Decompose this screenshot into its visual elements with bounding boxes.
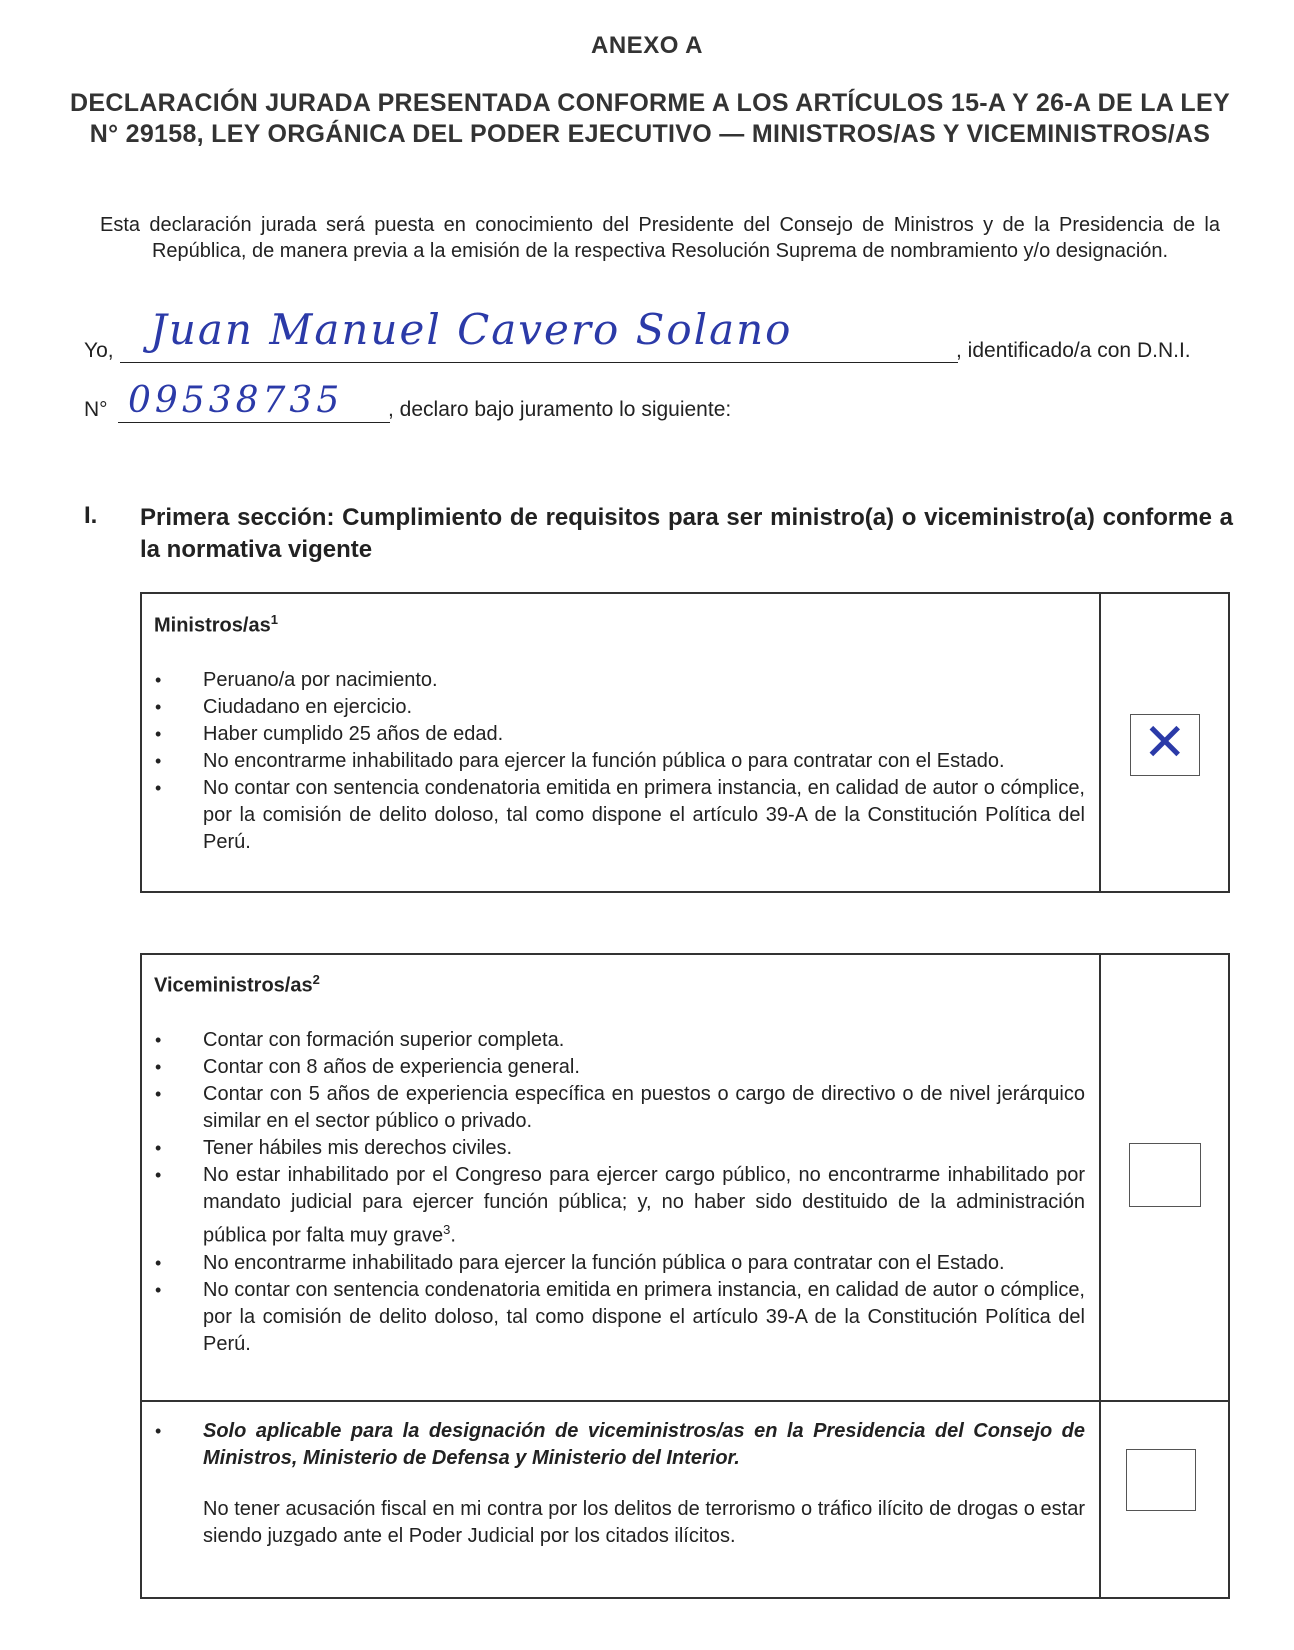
x-mark-icon: ✕ <box>1143 713 1187 773</box>
list-item <box>155 1418 1085 1550</box>
list-item: • Peruano/a por nacimiento. <box>155 667 1085 694</box>
viceministros-divider <box>1099 953 1101 1599</box>
special-text: No tener acusación fiscal en mi contra por los delitos de terrorismo o tráfico ilícito de drogas o estar siendo juzgado ante el Poder Judicial por los citados ilícitos. <box>203 1498 1085 1547</box>
special-requirement <box>155 1418 1085 1550</box>
list-item: • No contar con sentencia condenatoria emitida en primera instancia, en calidad de autor o cómplice, por la comisión de delito doloso, tal como dispone el artículo 39-A de la Constitución Política del Perú. <box>155 1277 1085 1358</box>
special-checkbox[interactable] <box>1126 1449 1196 1511</box>
footnote-1: 1 <box>270 612 278 627</box>
handwritten-dni: 09538735 <box>128 380 344 421</box>
special-lead: • Solo aplicable para la designación de viceministros/as en la Presidencia del Consejo de Ministros, Ministerio de Defensa y Ministerio del Interior. <box>203 1420 1085 1469</box>
name-underline <box>120 362 958 363</box>
oath-label: , declaro bajo juramento lo siguiente: <box>388 398 732 421</box>
ministros-checkbox[interactable] <box>1130 714 1200 776</box>
footnote-3: 3 <box>443 1222 451 1237</box>
list-item: • No encontrarme inhabilitado para ejercer la función pública o para contratar con el Estado. <box>155 748 1085 775</box>
intro-paragraph: Esta declaración jurada será puesta en conocimiento del Presidente del Consejo de Ministros y de la Presidencia de la República, de manera previa a la emisión de la respectiva Resolución Suprema de nombramiento y/o designación. <box>100 214 1220 262</box>
ministros-heading: Ministros/$as^1$ <box>154 612 278 637</box>
list-item: • No estar inhabilitado por el Congreso para ejercer cargo público, no encontrarme inhabilitado por mandato judicial para ejercer función pública; y, no haber sido destituido de la administración pública por falta muy grave$^3$. <box>155 1162 1085 1250</box>
annex-label: ANEXO A <box>591 32 703 59</box>
viceministros-row-divider <box>140 1400 1230 1402</box>
footnote-2: 2 <box>312 972 320 987</box>
section-title: Primera sección: Cumplimiento de requisitos para ser ministro(a) o viceministro(a) conforme a la normativa vigente <box>140 504 1233 563</box>
list-item: • Haber cumplido 25 años de edad. <box>155 721 1085 748</box>
number-label: N° <box>84 398 108 421</box>
document-title: DECLARACIÓN JURADA PRESENTADA CONFORME A LOS ARTÍCULOS 15-A Y 26-A DE LA LEY N° 29158, LEY ORGÁNICA DEL PODER EJECUTIVO — MINISTROS/AS Y VICEMINISTROS/AS <box>70 89 1230 148</box>
list-item: • Ciudadano en ejercicio. <box>155 694 1085 721</box>
list-item: • Contar con 8 años de experiencia general. <box>155 1054 1085 1081</box>
viceministros-requirements <box>155 1027 1085 1358</box>
viceministros-checkbox[interactable] <box>1129 1143 1201 1207</box>
viceministros-heading: Viceministros/$as^2$ <box>154 972 320 997</box>
list-item: • No encontrarme inhabilitado para ejercer la función pública o para contratar con el Estado. <box>155 1250 1085 1277</box>
handwritten-name: Juan Manuel Cavero Solano <box>150 305 793 354</box>
ministros-divider <box>1099 592 1101 893</box>
ministros-requirements <box>155 667 1085 856</box>
id-label: , identificado/a con D.N.I. <box>956 339 1191 362</box>
yo-label: Yo, <box>84 339 114 362</box>
list-item: • Tener hábiles mis derechos civiles. <box>155 1135 1085 1162</box>
list-item: • Contar con 5 años de experiencia específica en puestos o cargo de directivo o de nivel jerárquico similar en el sector público o privado. <box>155 1081 1085 1135</box>
dni-underline <box>118 422 390 423</box>
list-item: • Contar con formación superior completa. <box>155 1027 1085 1054</box>
section-number: I. <box>84 502 98 529</box>
list-item: • No contar con sentencia condenatoria emitida en primera instancia, en calidad de autor o cómplice, por la comisión de delito doloso, tal como dispone el artículo 39-A de la Constitución Política del Perú. <box>155 775 1085 856</box>
